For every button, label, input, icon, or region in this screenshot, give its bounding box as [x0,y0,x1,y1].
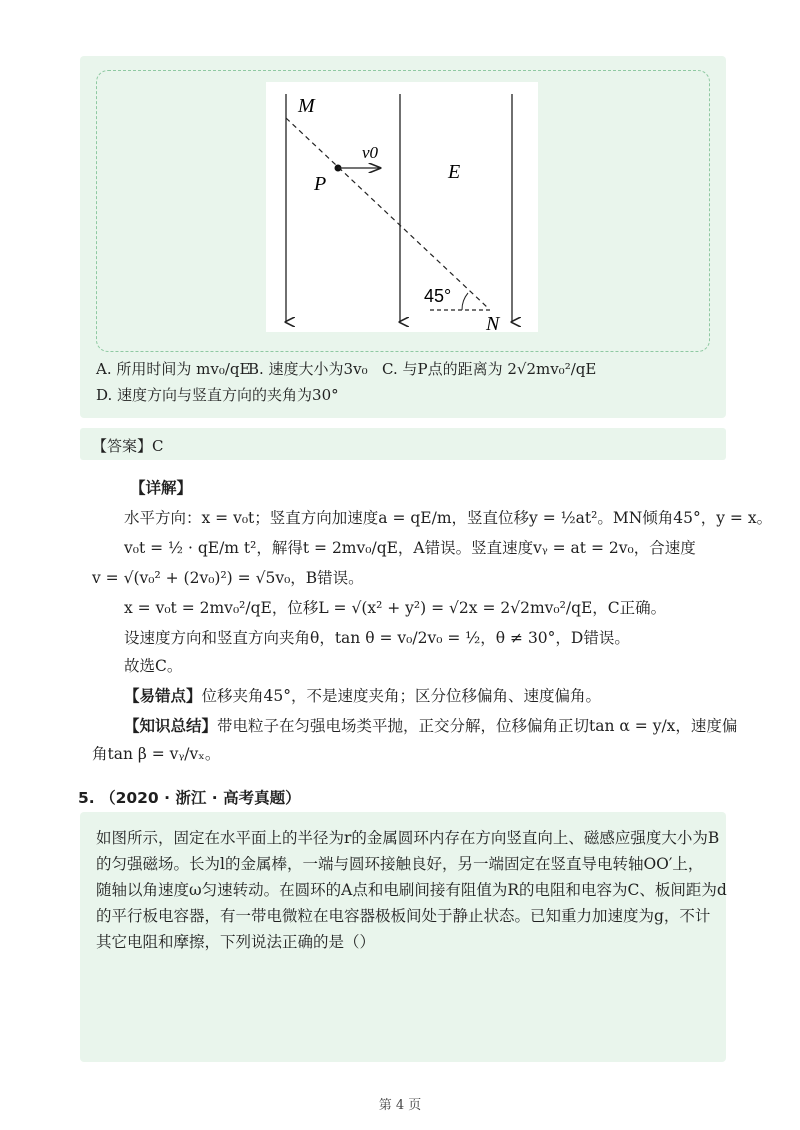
label-N: N [486,313,500,332]
question-5-title: 5. （2020 · 浙江 · 高考真题） [78,789,301,807]
explanation-line-3: v = √(v₀² + (2v₀)²) = √5v₀，B错误。 [92,569,364,587]
explanation-line-1: 水平方向：x = v₀t；竖直方向加速度a = qE/m，竖直位移y = ½at²。MN倾角45°，y = x。 [124,509,773,527]
summary-line-1 [124,716,737,736]
diagonal-MN [286,118,488,308]
electric-field-figure [266,82,538,332]
label-angle: 45° [424,286,452,306]
field-diagram-svg [266,82,538,332]
mistake-line [124,686,601,706]
q5-line-3: 随轴以角速度ω匀速转动。在圆环的A点和电刷间接有阻值为R的电阻和电容为C、板间距为d [96,881,727,899]
mistake-label: 【易错点】 [124,686,202,705]
q5-line-2: 的匀强磁场。长为l的金属棒，一端与圆环接触良好，另一端固定在竖直导电转轴OO′上， [96,855,704,873]
explanation-line-5: 设速度方向和竖直方向夹角θ，tan θ = v₀/2v₀ = ½，θ ≠ 30°，D错误。 [124,629,630,647]
summary-text-1: 带电粒子在匀强电场类平抛，正交分解，位移偏角正切tan α = y/x，速度偏 [217,717,738,735]
summary-label: 【知识总结】 [124,716,218,735]
q5-line-1: 如图所示，固定在水平面上的半径为r的金属圆环内存在方向竖直向上、磁感应强度大小为B [96,829,720,847]
q5-line-5: 其它电阻和摩擦，下列说法正确的是（） [96,933,376,951]
option-a: A. 所用时间为 mv₀/qE [96,360,251,378]
answer-text: 【答案】C [92,437,164,455]
answer-bar [80,428,726,460]
label-P: P [314,173,327,195]
option-c: C. 与P点的距离为 2√2mv₀²/qE [382,360,597,378]
option-d: D. 速度方向与竖直方向的夹角为30° [96,386,339,404]
angle-arc [462,293,468,310]
summary-line-2: 角tan β = vᵧ/vₓ。 [92,745,221,763]
label-E: E [448,161,461,183]
option-b: B. 速度大小为3v₀ [248,360,368,378]
explanation-heading: 【详解】 [130,478,193,497]
page-number: 第 4 页 [378,1098,422,1113]
q5-line-4: 的平行板电容器，有一带电微粒在电容器极板间处于静止状态。已知重力加速度为g，不计 [96,907,711,925]
label-v0: v0 [362,143,379,162]
mistake-text: 位移夹角45°，不是速度夹角；区分位移偏角、速度偏角。 [201,687,601,705]
explanation-line-4: x = v₀t = 2mv₀²/qE，位移L = √(x² + y²) = √2x = 2√2mv₀²/qE，C正确。 [124,599,667,617]
explanation-line-6: 故选C。 [124,657,183,675]
label-M: M [298,95,315,117]
explanation-line-2: v₀t = ½ · qE/m t²，解得t = 2mv₀/qE，A错误。竖直速度vᵧ = at = 2v₀，合速度 [124,539,696,557]
